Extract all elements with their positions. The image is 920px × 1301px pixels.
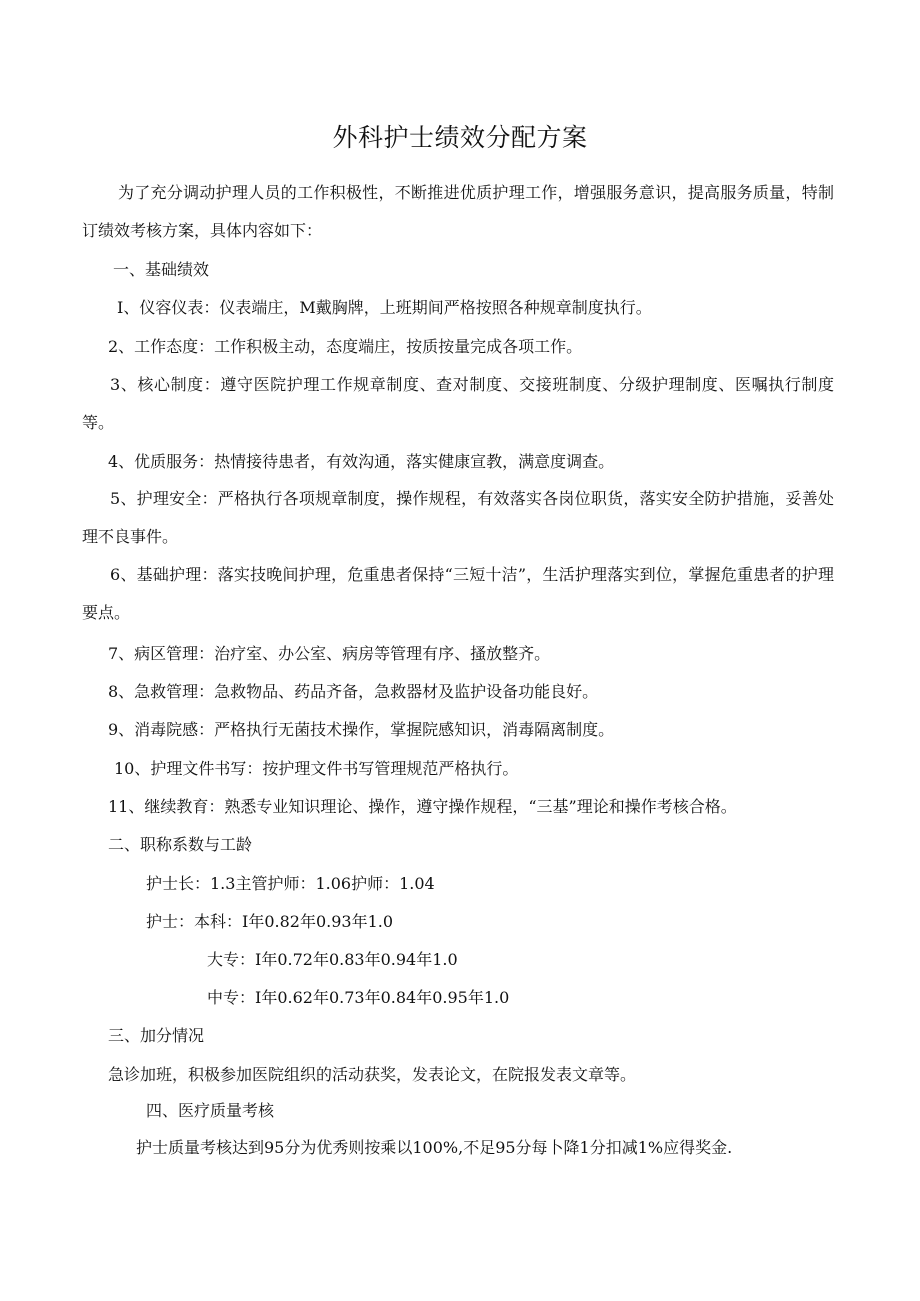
section-heading-basic-performance: 一、基础绩效 — [113, 260, 210, 279]
section-heading-title-coefficient: 二、职称系数与工龄 — [108, 835, 253, 854]
list-item: I、仪容仪表：仪表端庄，M戴胸牌，上班期间严格按照各种规章制度执行。 — [117, 298, 652, 317]
list-item: 3、核心制度：遵守医院护理工作规章制度、查对制度、交接班制度、分级护理制度、医嘱执行制度等。 — [82, 375, 834, 432]
section-heading-bonus: 三、加分情况 — [108, 1026, 205, 1045]
list-item: 7、病区管理：治疗室、办公室、病房等管理有序、搔放整齐。 — [108, 644, 551, 663]
list-item: 2、工作态度：工作积极主动，态度端庄，按质按量完成各项工作。 — [108, 337, 583, 356]
list-item: 10、护理文件书写：按护理文件书写管理规范严格执行。 — [114, 759, 519, 778]
intro-paragraph: 为了充分调动护理人员的工作积极性，不断推进优质护理工作，增强服务意识，提高服务质量，特制订绩效考核方案，具体内容如下： — [82, 183, 834, 240]
list-item: 6、基础护理：落实技晚间护理，危重患者保持“三短十洁”，生活护理落实到位，掌握危重患者的护理要点。 — [82, 565, 834, 622]
list-item: 8、急救管理：急救物品、药品齐备，急救器材及监护设备功能良好。 — [108, 682, 599, 701]
list-item: 9、消毒院感：严格执行无菌技术操作，掌握院感知识，消毒隔离制度。 — [108, 720, 615, 739]
bonus-text: 急诊加班，积极参加医院组织的活动获奖，发表论文，在院报发表文章等。 — [108, 1065, 637, 1084]
coefficient-line-bachelor: 护士：本科：I年0.82年0.93年1.0 — [146, 912, 394, 931]
coefficient-line-secondary: 中专：I年0.62年0.73年0.84年0.95年1.0 — [207, 988, 510, 1007]
coefficient-line-head-nurse: 护士长：1.3主管护师：1.06护师：1.04 — [146, 874, 435, 893]
list-item: 5、护理安全：严格执行各项规章制度，操作规程，有效落实各岗位职货，落实安全防护措施，妥善处理不良事件。 — [82, 489, 834, 546]
list-item: 4、优质服务：热情接待患者，有效沟通，落实健康宣教，满意度调查。 — [108, 452, 615, 471]
coefficient-line-college: 大专：I年0.72年0.83年0.94年1.0 — [207, 950, 458, 969]
section-heading-quality: 四、医疗质量考核 — [146, 1101, 275, 1120]
document-title: 外科护士绩效分配方案 — [332, 123, 588, 152]
list-item: 11、继续教育：熟悉专业知识理论、操作，遵守操作规程，“三基”理论和操作考核合格。 — [108, 797, 737, 816]
quality-text: 护士质量考核达到95分为优秀则按乘以100%,不足95分每卜降1分扣减1%应得奖金. — [136, 1138, 733, 1157]
